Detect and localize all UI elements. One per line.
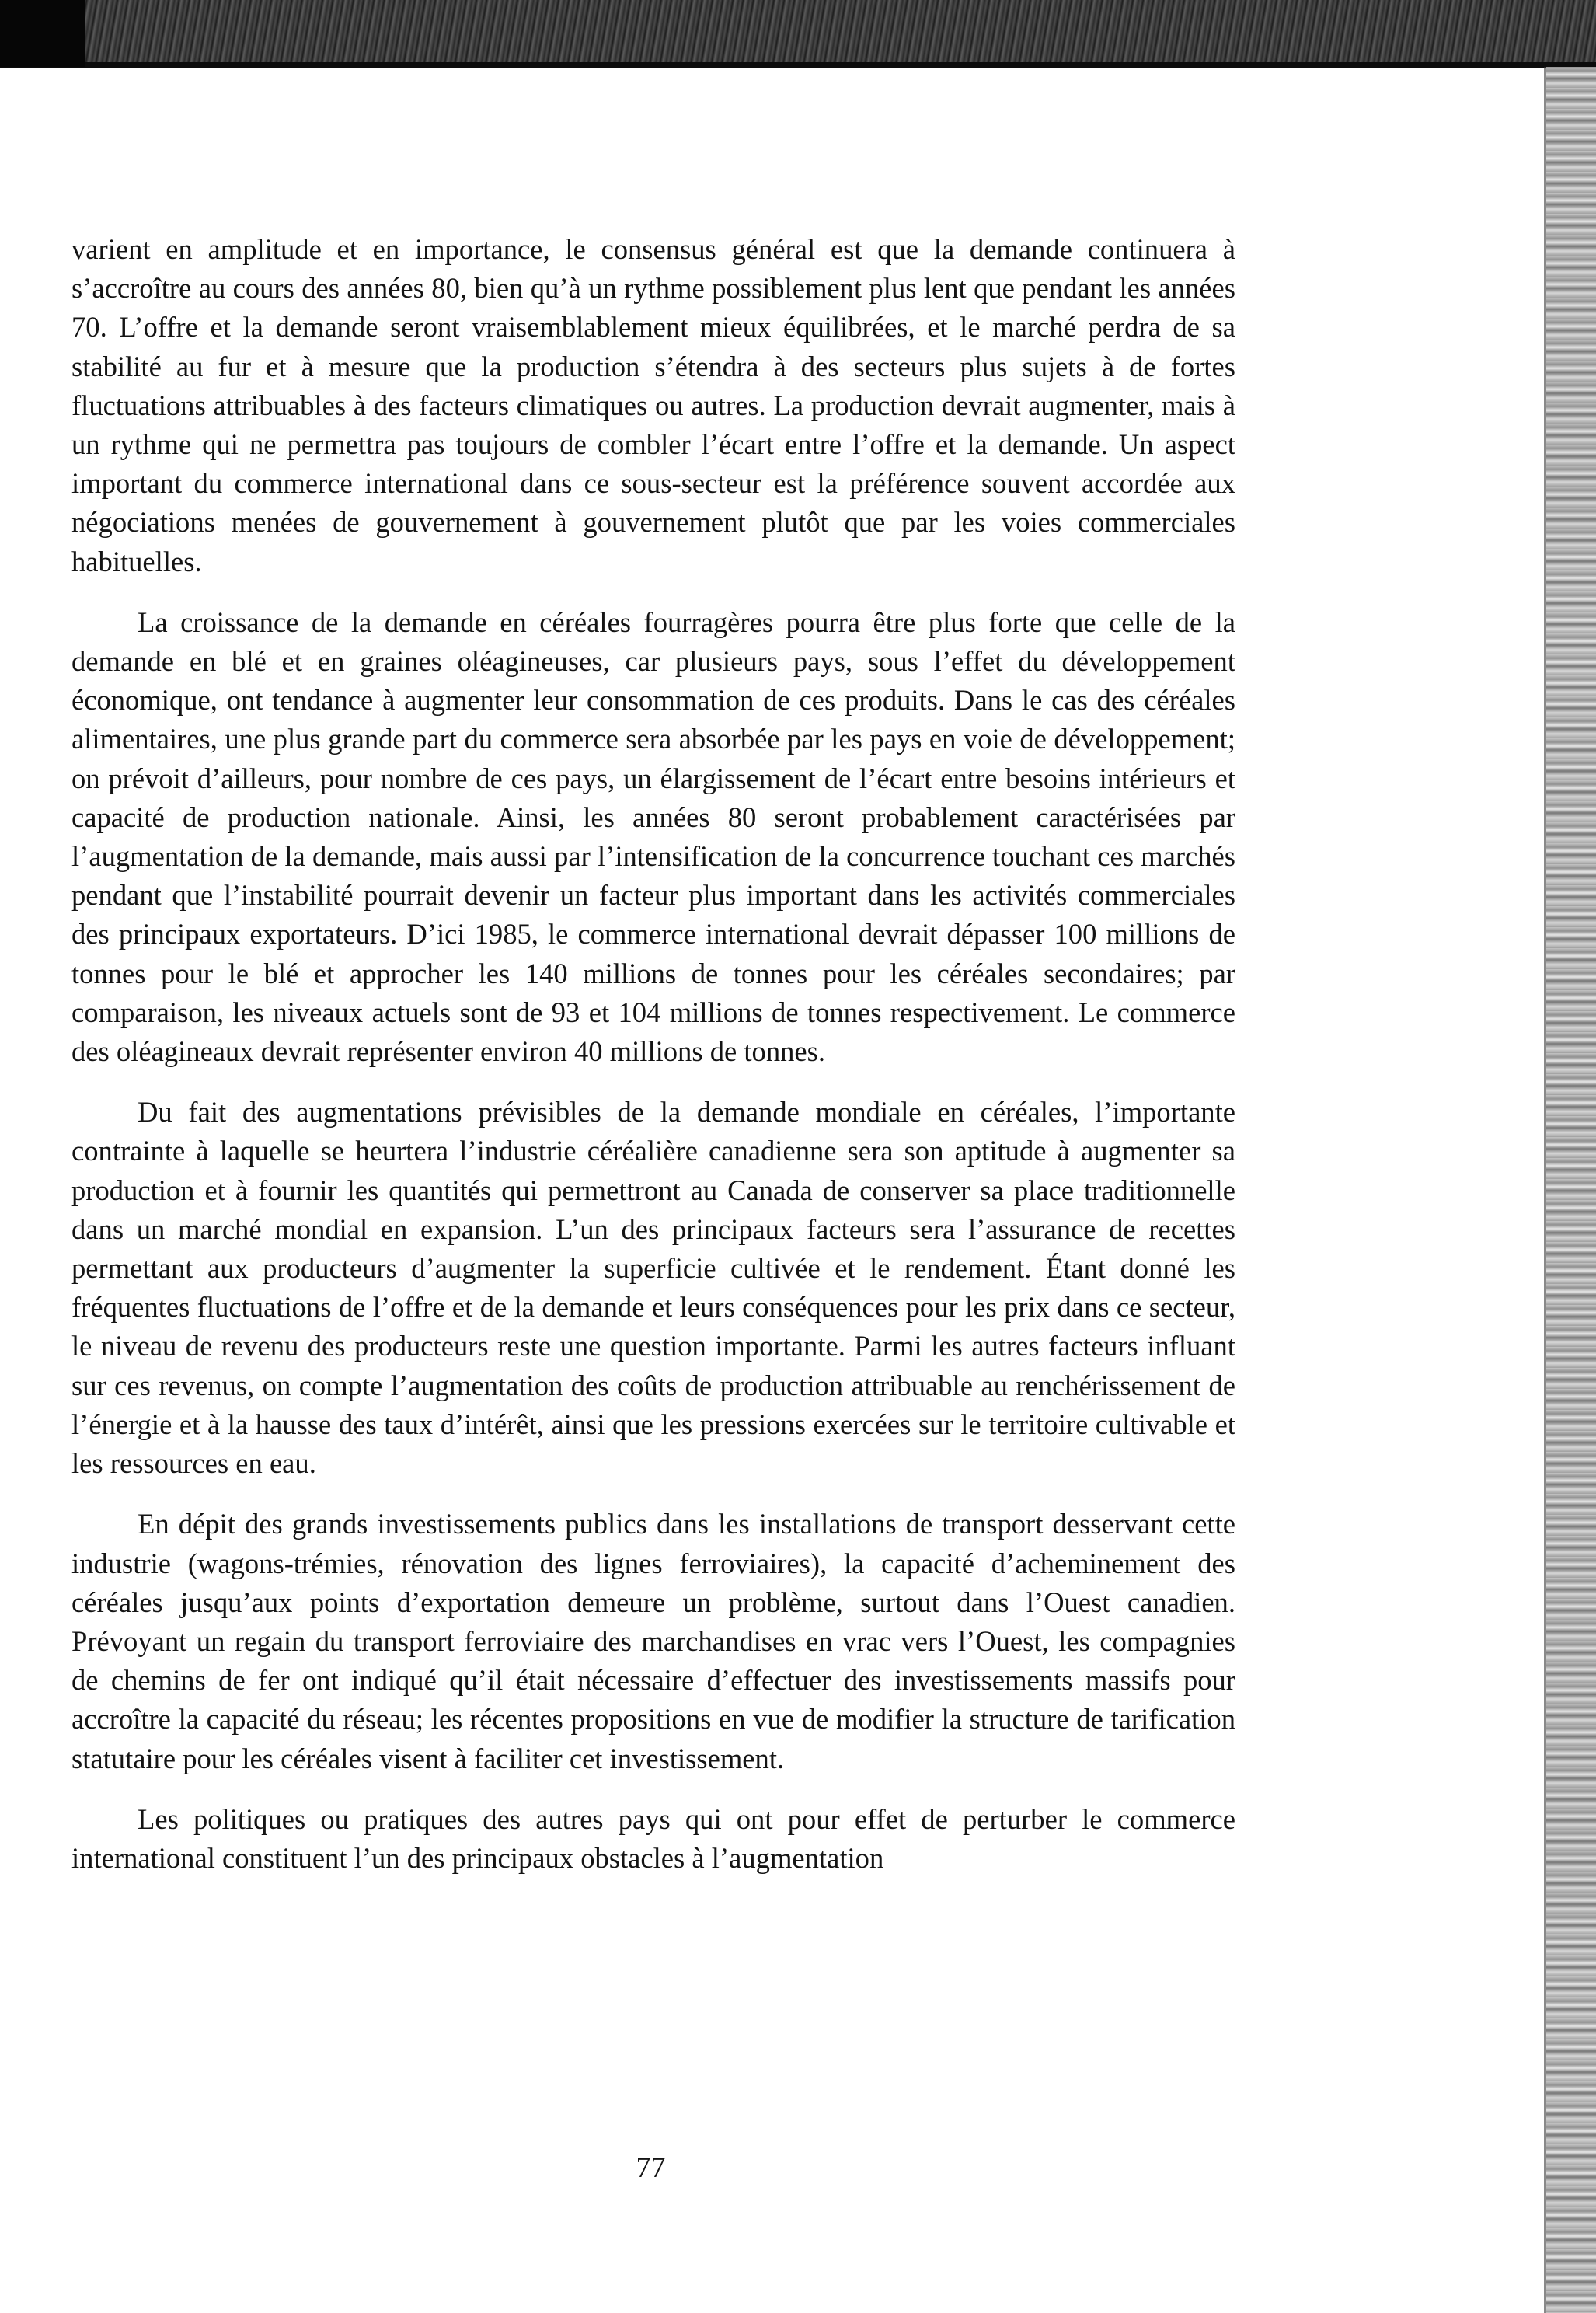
- scan-corner-mark: [0, 0, 85, 67]
- paragraph-3: Du fait des augmentations prévisibles de la demande mondiale en céréales, l’importante contrainte à laquelle se heurtera l’industrie céréalière canadienne sera son aptitude à augmenter sa production et à fournir les quantités qui permettront au Canada de conserver sa place traditionnelle dans un marché mondial en expansion. L’un des principaux facteurs sera l’assurance de recettes permettant aux producteurs d’augmenter la superficie cultivée et le rendement. Étant donné les fréquentes fluctuations de l’offre et de la demande et leurs conséquences pour les prix dans ce secteur, le niveau de revenu des producteurs reste une question importante. Parmi les autres facteurs influant sur ces revenus, on compte l’augmentation des coûts de production attribuable au renchérissement de l’énergie et à la hausse des taux d’intérêt, ainsi que les pressions exercées sur le territoire cultivable et les ressources en eau.: [71, 1096, 1235, 1480]
- scan-border-top-edge: [0, 62, 1596, 68]
- page-number: 77: [636, 2151, 666, 2184]
- paragraph-5: Les politiques ou pratiques des autres pays qui ont pour effet de perturber le commerce international constituent l’un des principaux obstacles à l’augmentation: [71, 1802, 1235, 1874]
- paragraph-4: En dépit des grands investissements publics dans les installations de transport desservant cette industrie (wagons-trémies, rénovation des lignes ferroviaires), la capacité d’acheminement des céréales jusqu’aux points d’exportation demeure un problème, surtout dans l’Ouest canadien. Prévoyant un regain du transport ferroviaire des marchandises en vrac vers l’Ouest, les compagnies de chemins de fer ont indiqué qu’il était nécessaire d’effectuer des investissements massifs pour accroître la capacité du réseau; les récentes propositions en vue de modifier la structure de tarification statutaire pour les céréales visent à faciliter cet investissement.: [71, 1508, 1235, 1774]
- paragraph-2: La croissance de la demande en céréales fourragères pourra être plus forte que celle de la demande en blé et en graines oléagineuses, car plusieurs pays, sous l’effet du développement économique, ont tendance à augmenter leur consommation de ces produits. Dans le cas des céréales alimentaires, une plus grande part du commerce sera absorbée par les pays en voie de développement; on prévoit d’ailleurs, pour nombre de ces pays, un élargissement de l’écart entre besoins intérieurs et capacité de production nationale. Ainsi, les années 80 seront probablement caractérisées par l’augmentation de la demande, mais aussi par l’intensification de la concurrence touchant ces marchés pendant que l’instabilité pourrait devenir un facteur plus important dans les activités commerciales des principaux exportateurs. D’ici 1985, le commerce international devrait dépasser 100 millions de tonnes pour le blé et approcher les 140 millions de tonnes pour les céréales secondaires; par comparaison, les niveaux actuels sont de 93 et 104 millions de tonnes respectivement. Le commerce des oléagineaux devrait représenter environ 40 millions de tonnes.: [71, 605, 1235, 1068]
- scan-border-right: [1546, 67, 1596, 2313]
- scan-border-top: [0, 0, 1596, 67]
- paragraph-1: varient en amplitude et en importance, le consensus général est que la demande continuera à s’accroître au cours des années 80, bien qu’à un rythme possiblement plus lent que pendant les années 70. L’offre et la demande seront vraisemblablement mieux équilibrées, et le marché perdra de sa stabilité au fur et à mesure que la production s’étendra à des secteurs plus sujets à de fortes fluctuations attribuables à des facteurs climatiques ou autres. La production devrait augmenter, mais à un rythme qui ne permettra pas toujours de combler l’écart entre l’offre et la demande. Un aspect important du commerce international dans ce sous-secteur est la préférence souvent accordée aux négociations menées de gouvernement à gouvernement plutôt que par les voies commerciales habituelles.: [71, 233, 1235, 577]
- page-body-text: [71, 230, 1235, 1900]
